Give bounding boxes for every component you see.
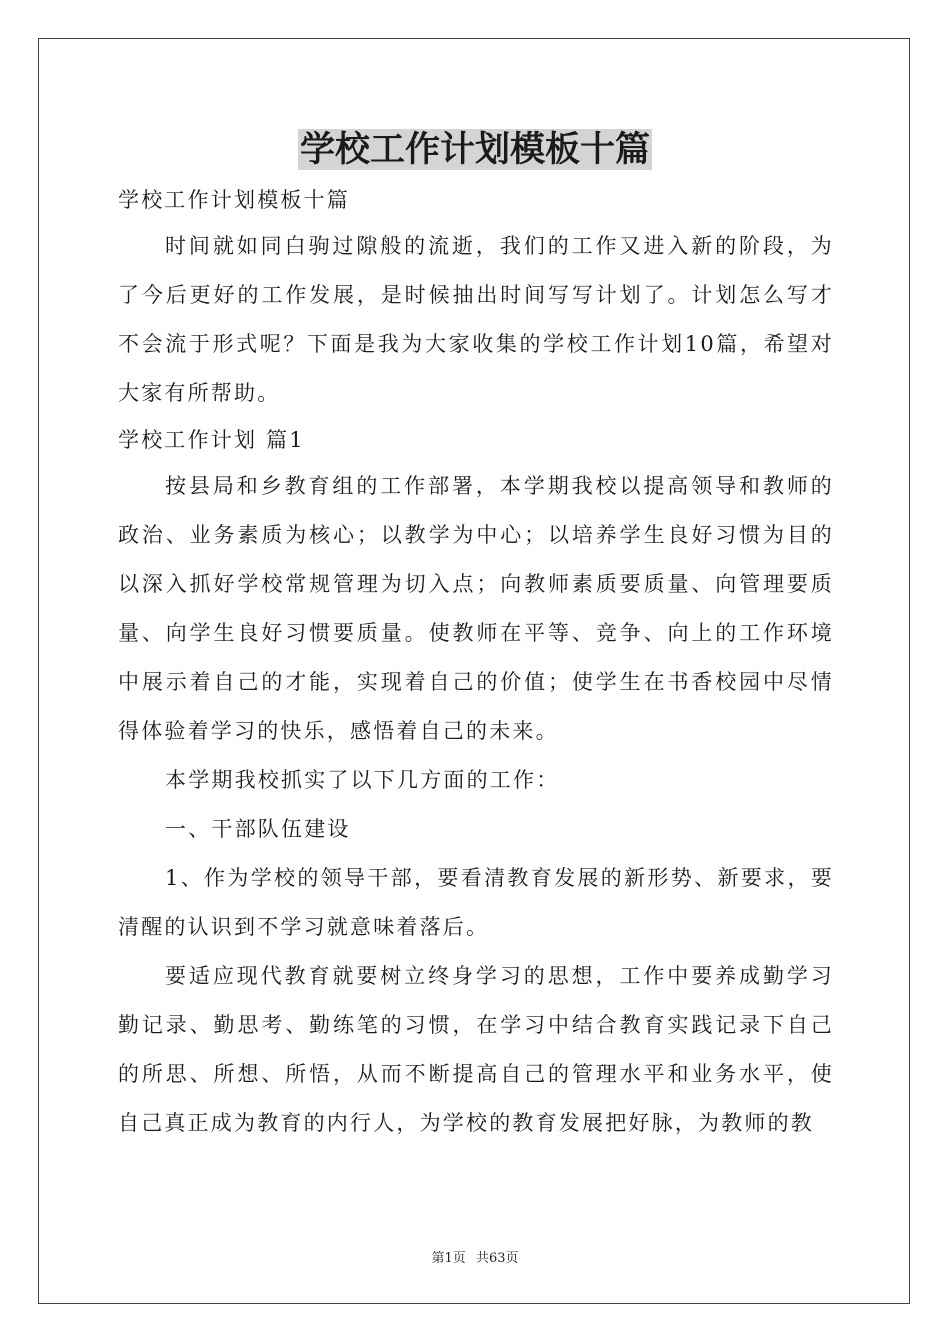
document-title (0, 126, 950, 174)
subsection-heading: 一、干部队伍建设 (165, 817, 351, 841)
intro-paragraph: 时间就如同白驹过隙般的流逝，我们的工作又进入新的阶段，为了今后更好的工作发展，是时候抽出时间写写计划了。计划怎么写才不会流于形式呢？下面是我为大家收集的学校工作计划10篇，希望对大家有所帮助。 (118, 234, 834, 405)
subtitle-paragraph: 学校工作计划模板十篇 (118, 188, 350, 212)
body-paragraph: 1、作为学校的领导干部，要看清教育发展的新形势、新要求，要清醒的认识到不学习就意味着落后。 (118, 866, 834, 939)
body-paragraph: 本学期我校抓实了以下几方面的工作： (165, 768, 560, 792)
body-paragraph: 按县局和乡教育组的工作部署，本学期我校以提高领导和教师的政治、业务素质为核心；以教学为中心；以培养学生良好习惯为目的以深入抓好学校常规管理为切入点；向教师素质要质量、向管理要质量、向学生良好习惯要质量。使教师在平等、竞争、向上的工作环境中展示着自己的才能，实现着自己的价值；使学生在书香校园中尽情得体验着学习的快乐，感悟着自己的未来。 (118, 474, 834, 743)
document-body (118, 178, 834, 1148)
total-pages: 共63页 (475, 1251, 519, 1266)
document-title-text: 学校工作计划模板十篇 (299, 129, 650, 170)
section-heading: 学校工作计划 篇1 (118, 428, 305, 452)
body-paragraph: 要适应现代教育就要树立终身学习的思想，工作中要养成勤学习勤记录、勤思考、勤练笔的习惯，在学习中结合教育实践记录下自己的所思、所想、所悟，从而不断提高自己的管理水平和业务水平，使自己真正成为教育的内行人，为学校的教育发展把好脉，为教师的教 (118, 964, 834, 1135)
page-footer (0, 1247, 950, 1266)
page-number: 第1页 (431, 1251, 466, 1266)
